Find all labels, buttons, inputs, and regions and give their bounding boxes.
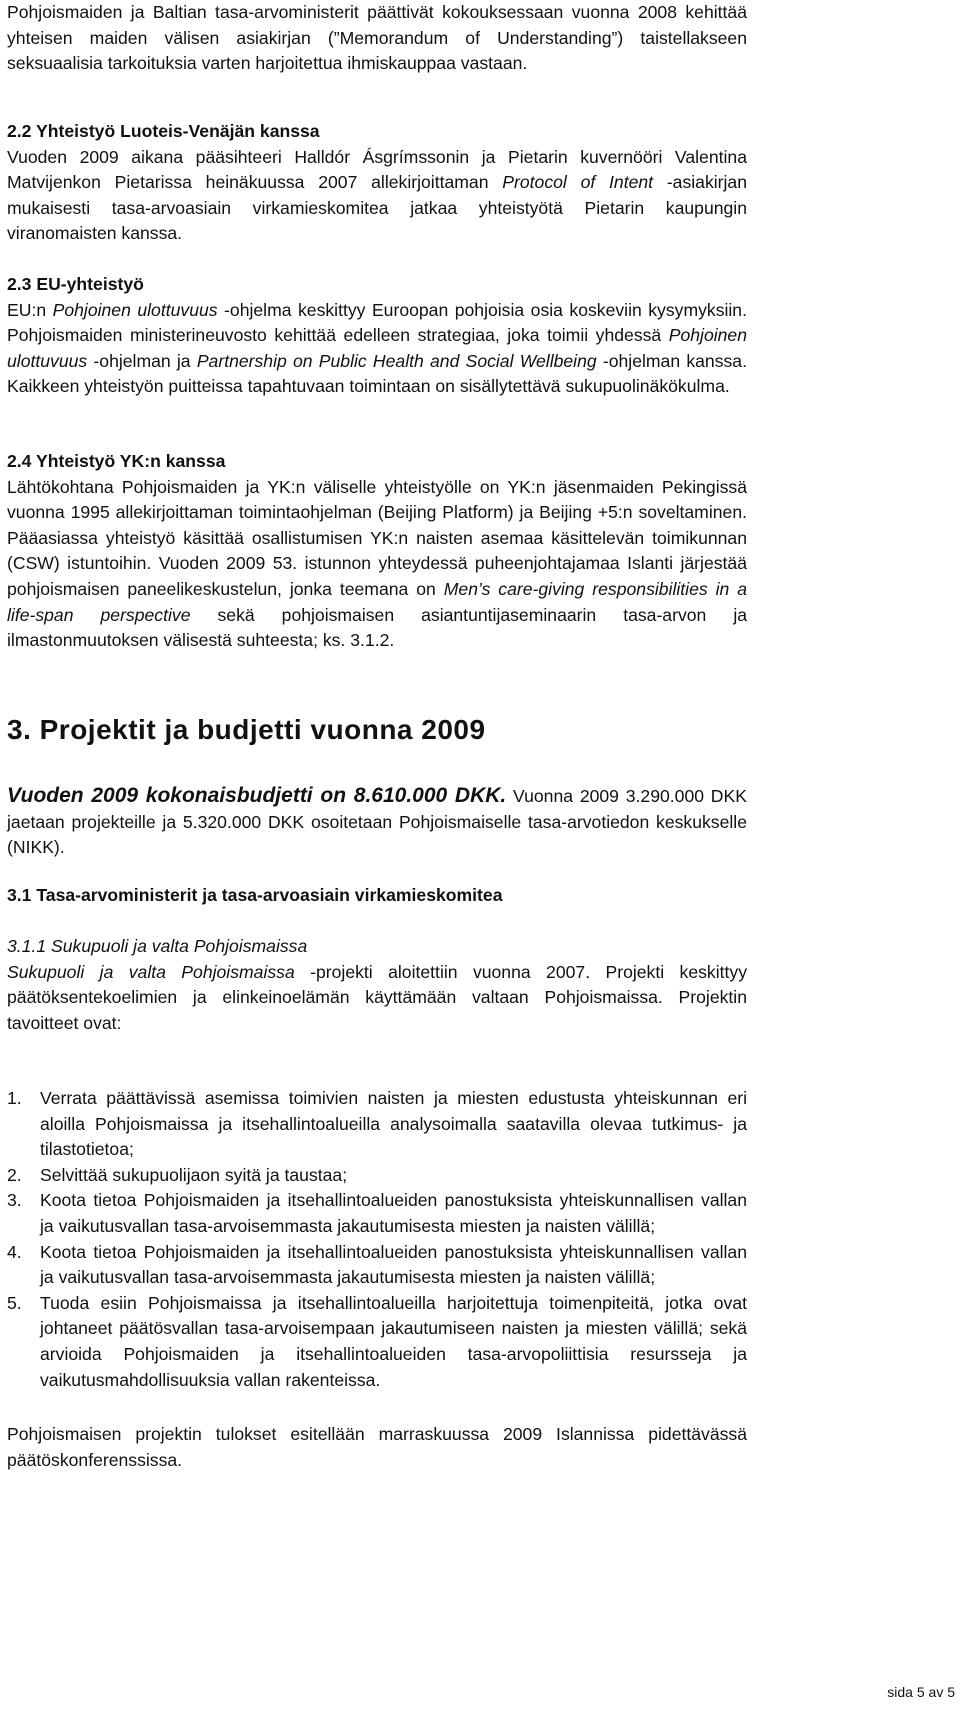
section-paragraph: Vuoden 2009 aikana pääsihteeri Halldór Ásgrímssonin ja Pietarin kuvernööri Valentina Matvijenkon Pietarissa heinäkuussa 2007 allekirjoittaman Protocol of Intent -asiakirjan mukaisesti tasa-arvoasiain virkamieskomitea jatkaa yhteistyötä Pietarin kaupungin viranomaisten kanssa.	[7, 146, 747, 244]
budget-paragraph: Vuoden 2009 kokonaisbudjetti on 8.610.000 DKK. Vuonna 2009 3.290.000 DKK jaetaan projekteille ja 5.320.000 DKK osoitetaan Pohjoismaiselle tasa-arvotiedon keskukselle (NIKK).	[7, 784, 747, 858]
objectives-list	[7, 1086, 747, 1393]
section-3-1-1	[7, 934, 747, 1036]
budget-total: Vuoden 2009 kokonaisbudjetti on 8.610.000 DKK.	[7, 784, 507, 807]
section-2-3	[7, 272, 747, 400]
section-heading: 2.2 Yhteistyö Luoteis-Venäjän kanssa	[7, 121, 320, 141]
section-2-2	[7, 119, 747, 247]
subsection-heading: 3.1.1 Sukupuoli ja valta Pohjoismaissa	[7, 936, 308, 956]
list-item: 3. Koota tietoa Pohjoismaiden ja itsehallintoalueiden panostuksista yhteiskunnallisen vallan ja vaikutusvallan tasa-arvoisemmasta jakautumisesta miesten ja naisten välillä;	[7, 1190, 747, 1236]
intro-paragraph: Pohjoismaiden ja Baltian tasa-arvoministerit päättivät kokouksessaan vuonna 2008 kehittää yhteisen maiden välisen asiakirjan (”Memorandum of Understanding”) taistellakseen seksuaalisia tarkoituksia varten harjoitettua ihmiskauppaa vastaan.	[7, 2, 747, 74]
list-item: 1. Verrata päättävissä asemissa toimivien naisten ja miesten edustusta yhteiskunnan eri aloilla Pohjoismaissa ja itsehallintoalueilla analysoimalla saatavilla olevaa tutkimus- ja tilastotietoa;	[7, 1088, 747, 1160]
closing-paragraph: Pohjoismaisen projektin tulokset esitellään marraskuussa 2009 Islannissa pidettävässä päätöskonferenssissa.	[7, 1424, 747, 1470]
section-paragraph: EU:n Pohjoinen ulottuvuus -ohjelma keskittyy Euroopan pohjoisia osia koskeviin kysymyksiin. Pohjoismaiden ministerineuvosto kehittää edelleen strategiaa, joka toimii yhdessä Pohjoinen ulottuvuus -ohjelman ja Partnership on Public Health and Social Wellbeing -ohjelman kanssa. Kaikkeen yhteistyön puitteissa tapahtuvaan toimintaan on sisällytettävä sukupuolinäkökulma.	[7, 299, 747, 397]
italic-title: Sukupuoli ja valta Pohjoismaissa	[7, 961, 295, 982]
list-item: 4. Koota tietoa Pohjoismaiden ja itsehallintoalueiden panostuksista yhteiskunnallisen vallan ja vaikutusvallan tasa-arvoisemmasta jakautumisesta miesten ja naisten välillä;	[7, 1241, 747, 1288]
italic-title: Pohjoinen ulottuvuus	[7, 325, 747, 371]
section-2-4	[7, 449, 747, 654]
section-heading: 2.4 Yhteistyö YK:n kanssa	[7, 451, 226, 471]
section-paragraph: Lähtökohtana Pohjoismaiden ja YK:n väliselle yhteistyölle on YK:n jäsenmaiden Pekingissä vuonna 1995 allekirjoittaman toimintaohjelman (Beijing Platform) ja Beijing +5:n soveltaminen. Pääasiassa yhteistyö käsittää osallistumisen YK:n naisten asemaa käsittelevän toimikunnan (CSW) istuntoihin. Vuoden 2009 53. istunnon yhteydessä puheenjohtajamaa Islanti järjestää pohjoismaisen paneelikeskustelun, jonka teemana on Men’s care-giving responsibilities in a life-span perspective sekä pohjoismaisen asiantuntijaseminaarin tasa-arvon ja ilmastonmuutoksen välisestä suhteesta; ks. 3.1.2.	[7, 476, 748, 651]
italic-title: Partnership on Public Health and Social Wellbeing	[196, 350, 597, 371]
page-number: sida 5 av 5	[887, 1684, 955, 1700]
list-item: 5. Tuoda esiin Pohjoismaissa ja itsehallintoalueilla harjoitettuja toimenpiteitä, jotka ovat johtaneet päätösvallan tasa-arvoisempaan jakautumiseen naisten ja miesten välillä; sekä arvioida Pohjoismaiden ja itsehallintoalueiden tasa-arvopoliittisia resursseja ja vaikutusmahdollisuuksia vallan rakenteissa.	[7, 1292, 747, 1390]
italic-title: Men’s care-giving responsibilities in a life-span perspective	[7, 578, 747, 625]
italic-title: Pohjoinen ulottuvuus	[52, 299, 218, 320]
italic-title: Protocol of Intent	[502, 172, 654, 193]
section-3-1-heading: 3.1 Tasa-arvoministerit ja tasa-arvoasiain virkamieskomitea	[7, 885, 503, 905]
section-paragraph: Sukupuoli ja valta Pohjoismaissa -projekti aloitettiin vuonna 2007. Projekti keskittyy päätöksentekoelimien ja elinkeinoelämän käyttämään valtaan Pohjoismaissa. Projektin tavoitteet ovat:	[7, 961, 747, 1033]
section-heading: 2.3 EU-yhteistyö	[7, 274, 144, 294]
section-3-heading: 3. Projektit ja budjetti vuonna 2009	[7, 714, 486, 745]
list-item: 2. Selvittää sukupuolijaon syitä ja taustaa;	[7, 1164, 348, 1185]
